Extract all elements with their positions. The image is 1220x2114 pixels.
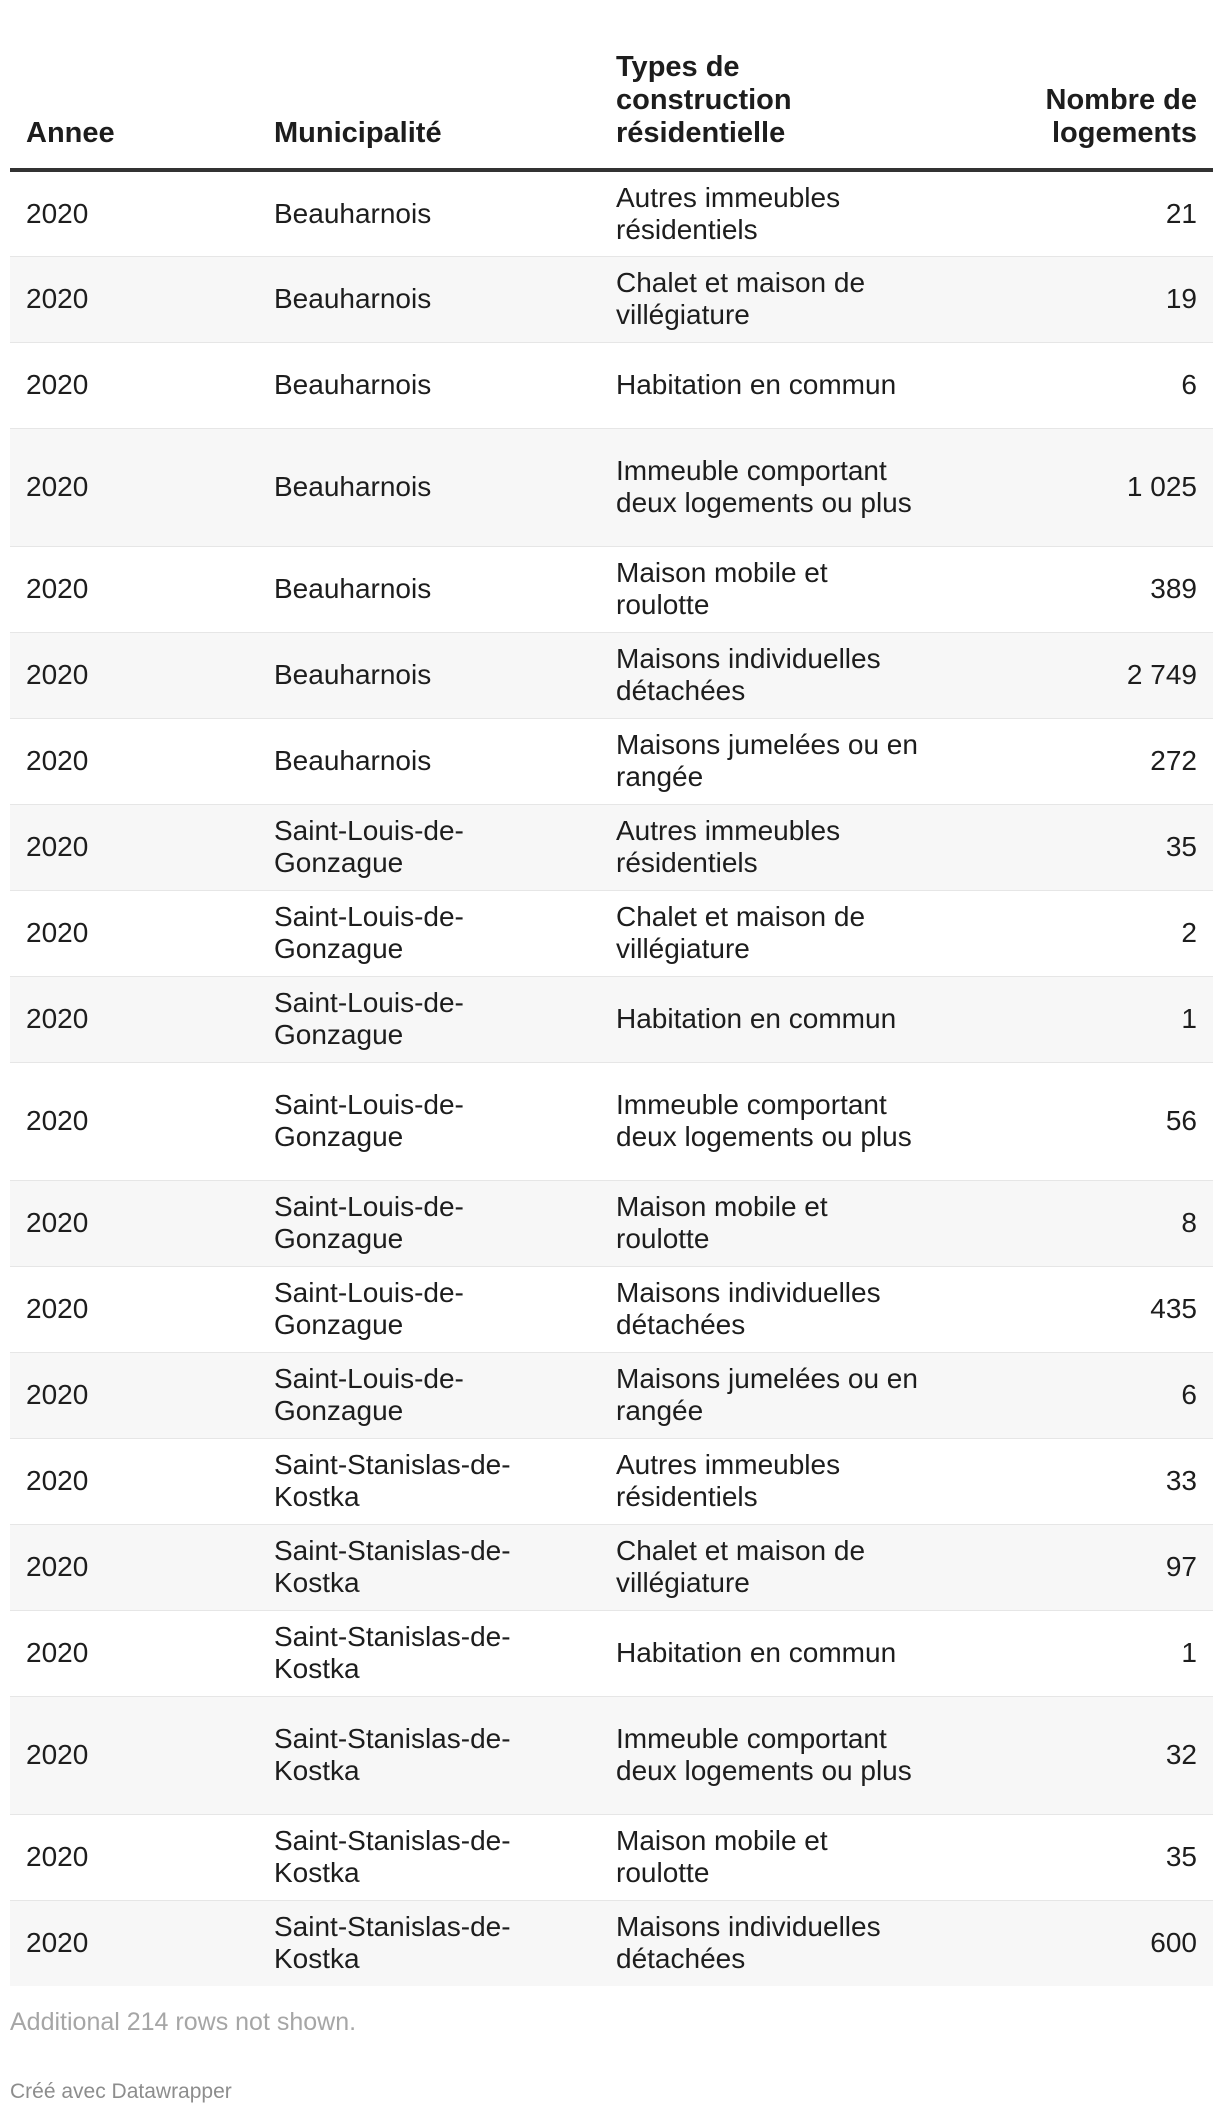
- cell-municipalite: Beauharnois: [258, 546, 600, 632]
- cell-municipalite: Saint-Stanislas-de-Kostka: [258, 1696, 600, 1814]
- table-header-row: [10, 0, 1213, 170]
- cell-nombre: 1: [985, 976, 1213, 1062]
- cell-annee: 2020: [10, 1180, 258, 1266]
- cell-type: Autres immeubles résidentiels: [600, 170, 985, 256]
- cell-type: Habitation en commun: [600, 342, 985, 428]
- cell-type: Immeuble comportant deux logements ou plus: [600, 1062, 985, 1180]
- cell-annee: 2020: [10, 718, 258, 804]
- cell-type: Immeuble comportant deux logements ou plus: [600, 1696, 985, 1814]
- cell-nombre: 35: [985, 1814, 1213, 1900]
- rows-not-shown-note: Additional 214 rows not shown.: [10, 2008, 357, 2036]
- cell-municipalite: Beauharnois: [258, 342, 600, 428]
- cell-nombre: 97: [985, 1524, 1213, 1610]
- cell-nombre: 21: [985, 170, 1213, 256]
- column-header-municipalite[interactable]: Municipalité: [258, 0, 600, 170]
- table-row: [10, 804, 1213, 890]
- cell-type: Maison mobile et roulotte: [600, 546, 985, 632]
- cell-annee: 2020: [10, 1610, 258, 1696]
- column-header-nombre[interactable]: Nombre de logements: [985, 0, 1213, 170]
- cell-nombre: 435: [985, 1266, 1213, 1352]
- cell-nombre: 32: [985, 1696, 1213, 1814]
- column-header-annee[interactable]: Annee: [10, 0, 258, 170]
- cell-nombre: 272: [985, 718, 1213, 804]
- cell-annee: 2020: [10, 976, 258, 1062]
- cell-nombre: 1 025: [985, 428, 1213, 546]
- cell-annee: 2020: [10, 428, 258, 546]
- cell-municipalite: Saint-Stanislas-de-Kostka: [258, 1610, 600, 1696]
- cell-municipalite: Beauharnois: [258, 718, 600, 804]
- cell-municipalite: Saint-Louis-de-Gonzague: [258, 804, 600, 890]
- data-table: [10, 0, 1213, 1986]
- cell-annee: 2020: [10, 1814, 258, 1900]
- cell-type: Chalet et maison de villégiature: [600, 890, 985, 976]
- table-row: [10, 1814, 1213, 1900]
- cell-type: Autres immeubles résidentiels: [600, 804, 985, 890]
- cell-annee: 2020: [10, 546, 258, 632]
- cell-annee: 2020: [10, 1524, 258, 1610]
- cell-municipalite: Beauharnois: [258, 632, 600, 718]
- cell-annee: 2020: [10, 1900, 258, 1986]
- cell-municipalite: Saint-Louis-de-Gonzague: [258, 1352, 600, 1438]
- table-row: [10, 1438, 1213, 1524]
- cell-municipalite: Saint-Louis-de-Gonzague: [258, 976, 600, 1062]
- cell-type: Chalet et maison de villégiature: [600, 1524, 985, 1610]
- table-row: [10, 428, 1213, 546]
- cell-annee: 2020: [10, 632, 258, 718]
- table-row: [10, 718, 1213, 804]
- cell-nombre: 6: [985, 1352, 1213, 1438]
- table-row: [10, 170, 1213, 256]
- cell-annee: 2020: [10, 1266, 258, 1352]
- table-body: [10, 170, 1213, 1986]
- table-row: [10, 256, 1213, 342]
- cell-annee: 2020: [10, 342, 258, 428]
- table-row: [10, 1266, 1213, 1352]
- cell-nombre: 600: [985, 1900, 1213, 1986]
- cell-type: Maisons individuelles détachées: [600, 1900, 985, 1986]
- cell-nombre: 35: [985, 804, 1213, 890]
- cell-nombre: 19: [985, 256, 1213, 342]
- table-row: [10, 1524, 1213, 1610]
- table-row: [10, 1900, 1213, 1986]
- cell-annee: 2020: [10, 1352, 258, 1438]
- table-row: [10, 1610, 1213, 1696]
- cell-type: Chalet et maison de villégiature: [600, 256, 985, 342]
- cell-nombre: 6: [985, 342, 1213, 428]
- table-row: [10, 976, 1213, 1062]
- cell-municipalite: Saint-Louis-de-Gonzague: [258, 890, 600, 976]
- cell-type: Immeuble comportant deux logements ou plus: [600, 428, 985, 546]
- cell-municipalite: Saint-Stanislas-de-Kostka: [258, 1438, 600, 1524]
- column-header-type[interactable]: Types de construction résidentielle: [600, 0, 985, 170]
- cell-municipalite: Beauharnois: [258, 170, 600, 256]
- cell-nombre: 389: [985, 546, 1213, 632]
- table-row: [10, 890, 1213, 976]
- cell-type: Maisons individuelles détachées: [600, 632, 985, 718]
- table-row: [10, 632, 1213, 718]
- cell-municipalite: Beauharnois: [258, 428, 600, 546]
- table-row: [10, 342, 1213, 428]
- datawrapper-credit[interactable]: Créé avec Datawrapper: [10, 2080, 232, 2103]
- cell-municipalite: Saint-Stanislas-de-Kostka: [258, 1900, 600, 1986]
- cell-type: Maison mobile et roulotte: [600, 1180, 985, 1266]
- cell-nombre: 2: [985, 890, 1213, 976]
- table-row: [10, 1062, 1213, 1180]
- cell-type: Autres immeubles résidentiels: [600, 1438, 985, 1524]
- cell-type: Habitation en commun: [600, 1610, 985, 1696]
- cell-municipalite: Saint-Louis-de-Gonzague: [258, 1062, 600, 1180]
- cell-nombre: 33: [985, 1438, 1213, 1524]
- cell-nombre: 1: [985, 1610, 1213, 1696]
- cell-annee: 2020: [10, 890, 258, 976]
- cell-municipalite: Saint-Stanislas-de-Kostka: [258, 1814, 600, 1900]
- cell-annee: 2020: [10, 1438, 258, 1524]
- cell-annee: 2020: [10, 804, 258, 890]
- cell-annee: 2020: [10, 170, 258, 256]
- table-row: [10, 546, 1213, 632]
- cell-type: Maisons jumelées ou en rangée: [600, 718, 985, 804]
- cell-type: Maison mobile et roulotte: [600, 1814, 985, 1900]
- table-row: [10, 1352, 1213, 1438]
- cell-type: Maisons individuelles détachées: [600, 1266, 985, 1352]
- cell-municipalite: Saint-Louis-de-Gonzague: [258, 1180, 600, 1266]
- cell-nombre: 8: [985, 1180, 1213, 1266]
- table-row: [10, 1696, 1213, 1814]
- cell-annee: 2020: [10, 1696, 258, 1814]
- cell-municipalite: Saint-Stanislas-de-Kostka: [258, 1524, 600, 1610]
- cell-type: Habitation en commun: [600, 976, 985, 1062]
- cell-nombre: 2 749: [985, 632, 1213, 718]
- cell-annee: 2020: [10, 1062, 258, 1180]
- cell-nombre: 56: [985, 1062, 1213, 1180]
- table-container: [10, 0, 1213, 1986]
- cell-municipalite: Beauharnois: [258, 256, 600, 342]
- cell-type: Maisons jumelées ou en rangée: [600, 1352, 985, 1438]
- cell-municipalite: Saint-Louis-de-Gonzague: [258, 1266, 600, 1352]
- table-row: [10, 1180, 1213, 1266]
- cell-annee: 2020: [10, 256, 258, 342]
